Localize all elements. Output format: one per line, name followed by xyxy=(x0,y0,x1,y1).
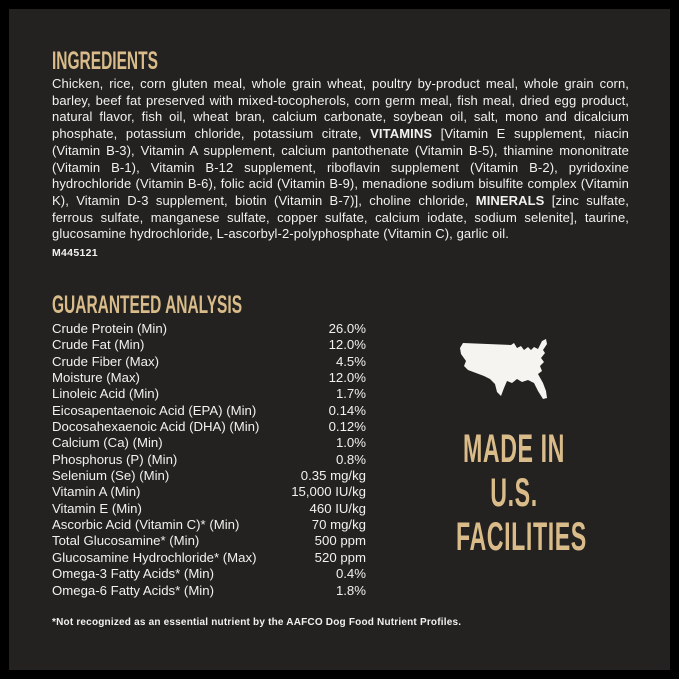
ingredient-text-segment: [Vitamin E supplement, niacin (Vitamin B-3), Vitamin A supplement, calcium pantothenate (Vitamin B-5), thiamine mononitrate (Vitamin B-1), Vitamin B-12 supplement, riboflavin supplement (Vitamin B-2), pyridoxine hydrochloride (Vitamin B-6), folic acid (Vitamin B-9), menadione sodium bisulfite complex (Vitamin K), Vitamin D-3 supplement, biotin (Vitamin B-7)], choline chloride, xyxy=(52,126,629,208)
made-in-text xyxy=(414,427,614,559)
ingredient-text-segment: Chicken, rice, corn gluten meal, whole grain wheat, poultry by-product meal, whole grain corn, barley, beef fat preserved with mixed-tocopherols, corn germ meal, fish meal, dried egg product, natural flavor, fish oil, wheat bran, calcium carbonate, soybean oil, salt, mono and dicalcium phosphate, potassium chloride, potassium citrate, xyxy=(52,76,629,142)
analysis-row-value: 70 mg/kg xyxy=(311,517,366,533)
analysis-row-value: 0.4% xyxy=(335,566,366,582)
made-in-line-1: MADE IN xyxy=(462,427,566,471)
analysis-row-value: 12.0% xyxy=(328,337,366,353)
analysis-row-value: 1.8% xyxy=(335,582,366,598)
analysis-row-label: Crude Protein (Min) xyxy=(52,321,168,336)
analysis-row-label: Total Glucosamine* (Min) xyxy=(52,533,200,549)
analysis-row-value: 12.0% xyxy=(328,370,366,386)
analysis-row xyxy=(52,435,366,451)
ingredients-heading: INGREDIENTS xyxy=(52,47,158,75)
analysis-row-label: Omega-6 Fatty Acids* (Min) xyxy=(52,582,214,598)
analysis-row xyxy=(52,533,366,549)
analysis-row xyxy=(52,321,366,337)
analysis-row xyxy=(52,354,366,370)
made-in-us-block xyxy=(414,334,614,559)
analysis-table xyxy=(52,321,366,599)
analysis-row-value: 1.7% xyxy=(335,386,366,402)
analysis-row xyxy=(52,550,366,566)
analysis-row xyxy=(52,566,366,582)
analysis-row-label: Glucosamine Hydrochloride* (Max) xyxy=(52,549,257,565)
analysis-row-label: Crude Fat (Min) xyxy=(52,337,145,353)
analysis-row-value: 520 ppm xyxy=(314,549,366,565)
analysis-row-label: Ascorbic Acid (Vitamin C)* (Min) xyxy=(52,517,240,533)
analysis-row-label: Calcium (Ca) (Min) xyxy=(52,435,163,451)
analysis-row-value: 0.14% xyxy=(328,402,366,418)
analysis-row xyxy=(52,501,366,517)
analysis-row xyxy=(52,583,366,599)
analysis-row-value: 500 ppm xyxy=(314,533,366,549)
analysis-row xyxy=(52,452,366,468)
analysis-row-value: 1.0% xyxy=(335,435,366,451)
analysis-row xyxy=(52,419,366,435)
analysis-row xyxy=(52,468,366,484)
analysis-row-value: 26.0% xyxy=(328,321,366,336)
analysis-row-label: Omega-3 Fatty Acids* (Min) xyxy=(52,566,214,582)
analysis-row xyxy=(52,337,366,353)
analysis-row-label: Crude Fiber (Max) xyxy=(52,353,159,369)
analysis-row xyxy=(52,403,366,419)
analysis-row-label: Linoleic Acid (Min) xyxy=(52,386,160,402)
analysis-row-label: Docosahexaenoic Acid (DHA) (Min) xyxy=(52,419,260,435)
analysis-row-value: 15,000 IU/kg xyxy=(291,484,366,500)
analysis-row-value: 460 IU/kg xyxy=(309,500,366,516)
made-in-line-3: FACILITIES xyxy=(456,515,587,559)
analysis-row-value: 4.5% xyxy=(335,353,366,369)
analysis-row-label: Selenium (Se) (Min) xyxy=(52,468,170,484)
analysis-row-value: 0.8% xyxy=(335,451,366,467)
ingredient-text-segment: [zinc sulfate, ferrous sulfate, manganese sulfate, copper sulfate, calcium iodate, sodium selenite], taurine, glucosamine hydrochloride, L-ascorbyl-2-polyphosphate (Vitamin C), garlic oil. xyxy=(52,192,629,242)
analysis-row xyxy=(52,484,366,500)
analysis-row-label: Vitamin E (Min) xyxy=(52,500,142,516)
analysis-row xyxy=(52,386,366,402)
analysis-row-label: Eicosapentaenoic Acid (EPA) (Min) xyxy=(52,402,257,418)
ingredient-group-label: MINERALS xyxy=(475,192,545,208)
analysis-row-label: Moisture (Max) xyxy=(52,370,140,386)
made-in-line-2: U.S. xyxy=(490,471,538,515)
guaranteed-analysis-heading: GUARANTEED ANALYSIS xyxy=(52,291,243,319)
analysis-row-label: Vitamin A (Min) xyxy=(52,484,141,500)
analysis-row-label: Phosphorus (P) (Min) xyxy=(52,451,178,467)
usa-map-icon xyxy=(454,334,574,416)
analysis-row-value: 0.12% xyxy=(328,419,366,435)
analysis-row-value: 0.35 mg/kg xyxy=(300,468,366,484)
label-code: M445121 xyxy=(52,247,98,259)
ingredient-group-label: VITAMINS xyxy=(370,126,433,142)
analysis-row xyxy=(52,517,366,533)
ingredients-text xyxy=(52,76,629,243)
aafco-footnote: *Not recognized as an essential nutrient by the AAFCO Dog Food Nutrient Profiles. xyxy=(52,617,462,628)
analysis-row xyxy=(52,370,366,386)
